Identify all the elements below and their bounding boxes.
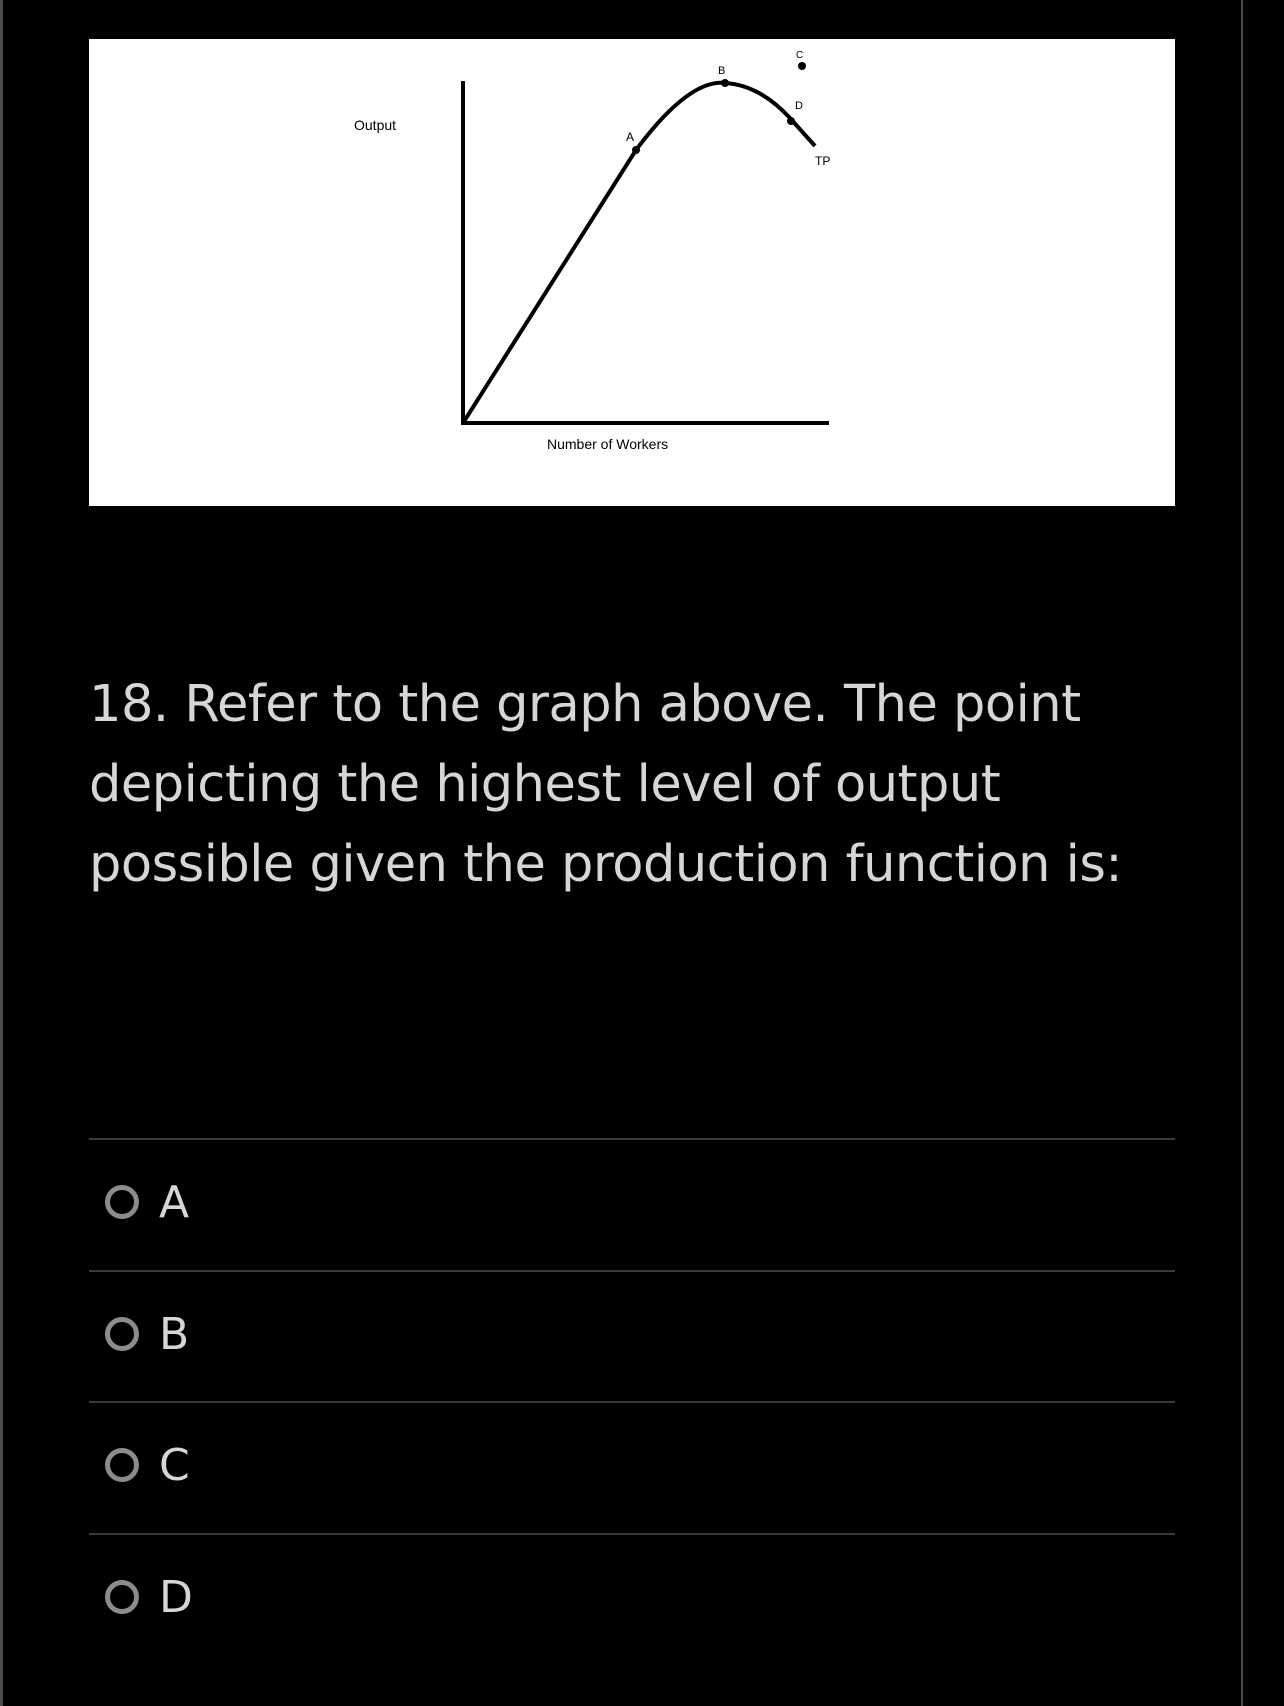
divider (89, 1401, 1175, 1403)
point-c-marker (798, 62, 806, 70)
option-a[interactable] (105, 1170, 189, 1234)
option-c[interactable] (105, 1433, 190, 1497)
production-function-figure (89, 39, 1175, 506)
option-label: C (159, 1439, 190, 1491)
option-b[interactable] (105, 1302, 189, 1366)
tp-curve (463, 83, 815, 423)
left-border (0, 0, 3, 1706)
point-b-marker (721, 79, 729, 87)
point-d-marker (787, 117, 795, 125)
point-d-label: D (795, 100, 803, 112)
option-label: A (159, 1176, 190, 1228)
radio-circle-icon[interactable] (105, 1580, 139, 1614)
right-border (1241, 0, 1243, 1706)
divider (89, 1533, 1175, 1535)
question-text: 18. Refer to the graph above. The point depicting the highest level of output possible given the production function is: (89, 675, 1123, 894)
tp-graph (89, 39, 1175, 506)
point-a-label: A (626, 130, 635, 144)
option-d[interactable] (105, 1565, 193, 1629)
option-label: D (159, 1571, 193, 1623)
radio-circle-icon[interactable] (105, 1185, 139, 1219)
radio-circle-icon[interactable] (105, 1317, 139, 1351)
radio-circle-icon[interactable] (105, 1448, 139, 1482)
point-c-label: C (796, 50, 804, 61)
divider (89, 1138, 1175, 1140)
x-axis-label: Number of Workers (547, 436, 669, 452)
curve-label: TP (815, 154, 831, 168)
y-axis-label: Output (354, 117, 397, 133)
point-a-marker (632, 146, 640, 154)
point-b-label: B (718, 65, 726, 77)
option-label: B (159, 1308, 190, 1360)
divider (89, 1270, 1175, 1272)
